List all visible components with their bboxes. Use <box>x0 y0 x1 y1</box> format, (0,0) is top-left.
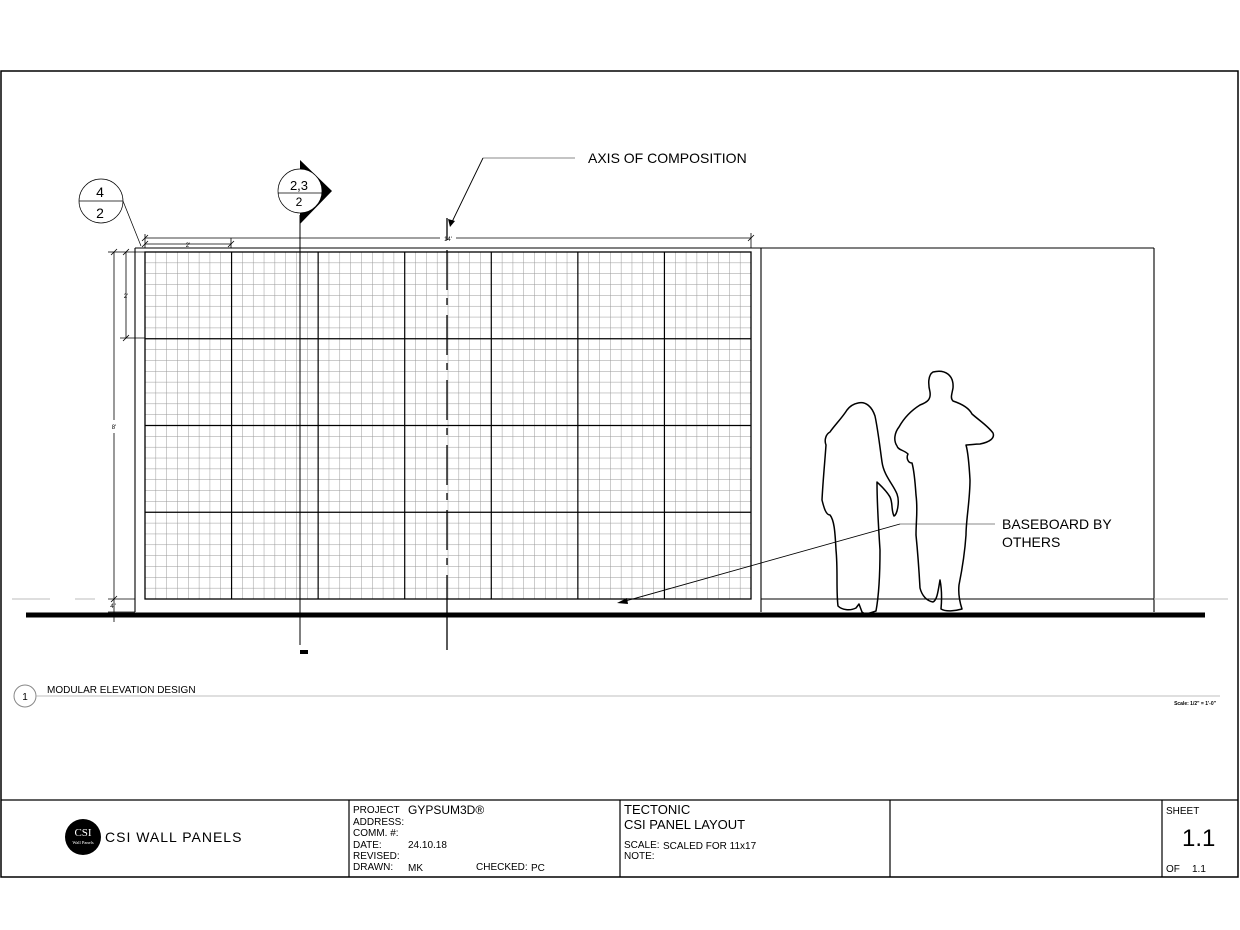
baseboard-label-line2: OTHERS <box>1002 534 1061 550</box>
dimension-overall-height-label: 8' <box>111 425 117 431</box>
of-value: 1.1 <box>1192 864 1206 875</box>
comm-label: COMM. #: <box>353 828 399 839</box>
logo-mark-sub: Wall Panels <box>72 840 94 845</box>
revised-label: REVISED: <box>353 851 400 862</box>
baseboard-label-line1: BASEBOARD BY <box>1002 516 1112 532</box>
scale-value: SCALED FOR 11x17 <box>663 841 757 852</box>
axis-label: AXIS OF COMPOSITION <box>588 150 747 166</box>
sheet-border <box>1 71 1238 877</box>
axis-leader <box>451 158 575 224</box>
axis-leader-arrow <box>448 219 455 227</box>
sheet-label: SHEET <box>1166 806 1200 817</box>
view-number: 1 <box>22 692 28 703</box>
drawn-value: MK <box>408 863 423 874</box>
scale-label: SCALE: <box>624 840 660 851</box>
section-cut-line <box>300 215 308 652</box>
dimension-module-width-label: 2' <box>185 243 191 249</box>
sheet-number: 1.1 <box>1182 825 1216 852</box>
ground-line <box>12 599 1228 615</box>
note-label: NOTE: <box>624 851 655 862</box>
man-silhouette <box>895 371 994 611</box>
project-value: GYPSUM3D® <box>408 803 485 817</box>
dimension-base-height <box>108 599 135 622</box>
dimension-overall-width-label: 14' <box>444 237 452 243</box>
section-marker-top: 4 <box>96 184 104 200</box>
view-scale-note: Scale: 1/2" = 1'-0" <box>1174 701 1216 707</box>
baseboard-leader <box>622 524 995 602</box>
drawing-title-line1: TECTONIC <box>624 802 691 817</box>
date-value: 24.10.18 <box>408 840 447 851</box>
wall-outline <box>135 248 1154 612</box>
drawn-label: DRAWN: <box>353 862 394 873</box>
drawing-title-line2: CSI PANEL LAYOUT <box>624 817 746 832</box>
cut-marker-top: 2,3 <box>289 178 309 193</box>
dimension-base-height-label: 4" <box>110 604 116 610</box>
date-label: DATE: <box>353 840 382 851</box>
checked-value: PC <box>531 863 545 874</box>
view-title: MODULAR ELEVATION DESIGN <box>47 685 196 696</box>
section-marker <box>79 179 141 246</box>
cut-marker-bottom: 2 <box>295 195 303 209</box>
section-marker-bottom: 2 <box>96 205 104 221</box>
woman-silhouette <box>822 403 898 614</box>
of-label: OF <box>1166 864 1180 875</box>
checked-label: CHECKED: <box>476 862 528 873</box>
company-name: CSI WALL PANELS <box>105 829 243 845</box>
address-label: ADDRESS: <box>353 817 405 828</box>
dimension-module-height-label: 2' <box>123 294 129 300</box>
logo-mark-text: CSI <box>74 827 92 839</box>
project-label: PROJECT <box>353 805 400 816</box>
